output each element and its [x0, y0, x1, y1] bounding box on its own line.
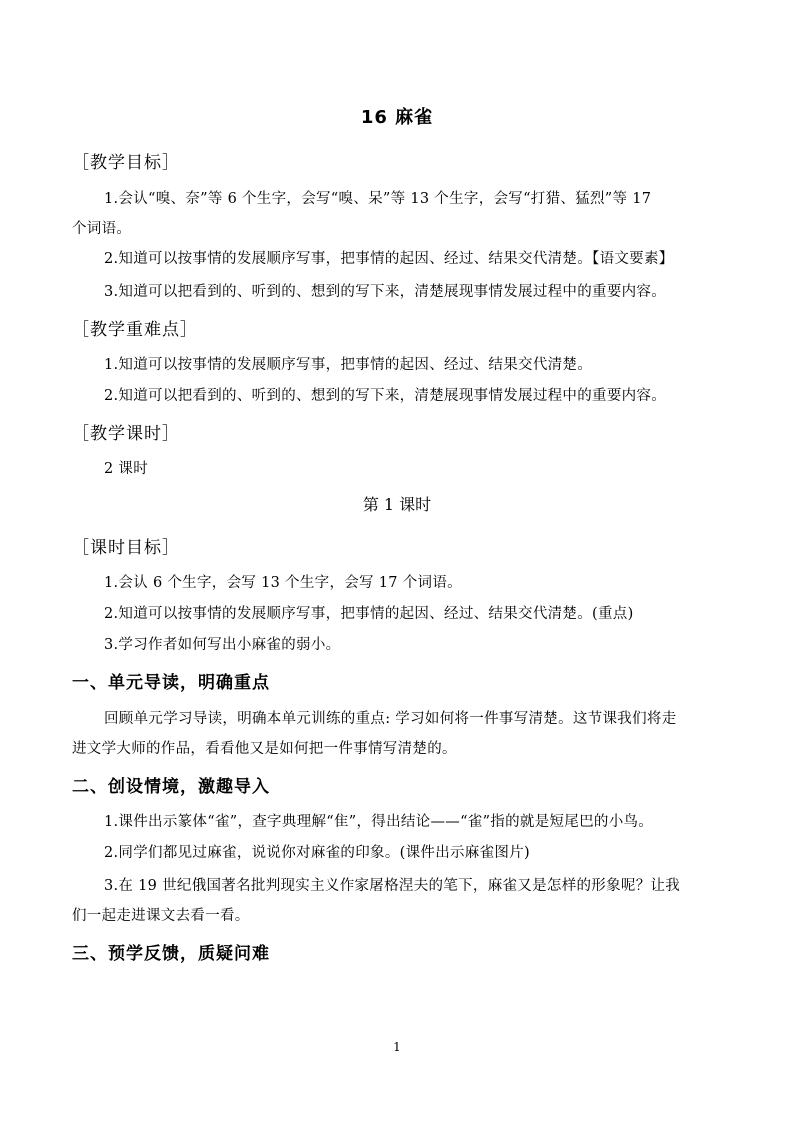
teaching-goal-3: 3.知道可以把看到的、听到的、想到的写下来，清楚展现事情发展过程中的重要内容。 — [104, 284, 667, 300]
class-hours-value: 2 课时 — [104, 461, 149, 477]
class-hours-heading: ［教学课时］ — [72, 424, 180, 444]
part-2-heading: 二、创设情境，激趣导入 — [72, 777, 270, 797]
lesson-goal-3: 3.学习作者如何写出小麻雀的弱小。 — [104, 637, 341, 653]
key-point-2: 2.知道可以把看到的、听到的、想到的写下来，清楚展现事情发展过程中的重要内容。 — [104, 388, 667, 404]
teaching-goal-1-line-1: 1.会认“嗅、奈”等 6 个生字，会写“嗅、呆”等 13 个生字，会写“打猎、猛烈”等 17 — [104, 191, 652, 207]
part-1-paragraph-line-2: 进文学大师的作品，看看他又是如何把一件事情写清楚的。 — [72, 741, 457, 757]
key-point-1: 1.知道可以按事情的发展顺序写事，把事情的起因、经过、结果交代清楚。 — [104, 357, 593, 373]
part-2-item-1: 1.课件出示篆体“雀”，查字典理解“隹”，得出结论——“雀”指的就是短尾巴的小鸟。 — [104, 814, 654, 830]
page-number: 1 — [393, 1040, 401, 1054]
part-3-heading: 三、预学反馈，质疑问难 — [72, 944, 270, 964]
teaching-goal-1-line-2: 个词语。 — [72, 221, 132, 237]
lesson-goal-1: 1.会认 6 个生字，会写 13 个生字，会写 17 个词语。 — [104, 575, 462, 591]
part-2-item-3-line-1: 3.在 19 世纪俄国著名批判现实主义作家屠格涅夫的笔下，麻雀又是怎样的形象呢？让我 — [104, 878, 681, 894]
part-1-paragraph-line-1: 回顾单元学习导读，明确本单元训练的重点: 学习如何将一件事写清楚。这节课我们将走 — [104, 711, 677, 727]
lesson-goal-2: 2.知道可以按事情的发展顺序写事，把事情的起因、经过、结果交代清楚。(重点) — [104, 606, 634, 622]
part-2-item-2: 2.同学们都见过麻雀，说说你对麻雀的印象。(课件出示麻雀图片) — [104, 845, 530, 861]
part-2-item-3-line-2: 们一起走进课文去看一看。 — [72, 908, 250, 924]
teaching-goal-2: 2.知道可以按事情的发展顺序写事，把事情的起因、经过、结果交代清楚。【语文要素】 — [104, 251, 674, 267]
lesson-1-title: 第 1 课时 — [362, 495, 432, 514]
part-1-heading: 一、单元导读，明确重点 — [72, 673, 270, 693]
document-title: 16 麻雀 — [360, 107, 434, 128]
key-points-heading: ［教学重难点］ — [72, 320, 198, 340]
teaching-goals-heading: ［教学目标］ — [72, 153, 180, 173]
lesson-goals-heading: ［课时目标］ — [72, 538, 180, 558]
